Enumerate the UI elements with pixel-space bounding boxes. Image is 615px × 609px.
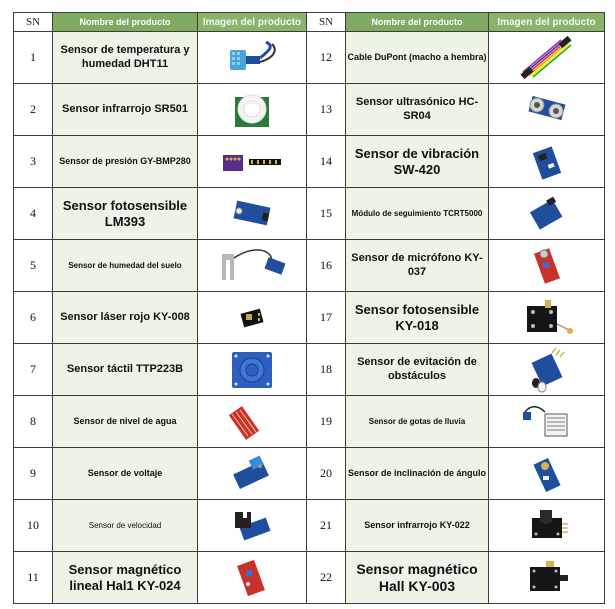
table-row <box>14 500 605 552</box>
product-name: Sensor de temperatura y humedad DHT11 <box>53 32 198 84</box>
table-row <box>14 396 605 448</box>
touch-sensor-icon <box>226 348 278 392</box>
product-name: Sensor de humedad del suelo <box>53 240 198 292</box>
sn-cell: 2 <box>14 84 53 136</box>
product-image-cell <box>198 552 307 604</box>
table-row <box>14 344 605 396</box>
header-name-right: Nombre del producto <box>346 13 489 32</box>
sn-cell: 9 <box>14 448 53 500</box>
sn-cell: 7 <box>14 344 53 396</box>
product-image-cell <box>198 448 307 500</box>
product-name: Módulo de seguimiento TCRT5000 <box>346 188 489 240</box>
sn-cell: 5 <box>14 240 53 292</box>
product-name: Sensor de presión GY-BMP280 <box>53 136 198 188</box>
product-name: Sensor magnético Hall KY-003 <box>346 552 489 604</box>
product-image-cell <box>198 396 307 448</box>
soil-probe-icon <box>212 246 292 286</box>
product-name: Sensor de evitación de obstáculos <box>346 344 489 396</box>
table-row <box>14 552 605 604</box>
product-name: Sensor de velocidad <box>53 500 198 552</box>
header-sn-left: SN <box>14 13 53 32</box>
sn-cell: 17 <box>307 292 346 344</box>
dht11-sensor-icon <box>222 38 282 78</box>
table-row <box>14 32 605 84</box>
product-image-cell <box>198 188 307 240</box>
product-image-cell <box>489 240 605 292</box>
product-image-cell <box>489 84 605 136</box>
dupont-cable-icon <box>517 36 577 80</box>
product-image-cell <box>198 500 307 552</box>
product-image-cell <box>198 292 307 344</box>
obstacle-avoid-icon <box>522 347 572 393</box>
hall-linear-module-icon <box>230 556 274 600</box>
product-image-cell <box>489 32 605 84</box>
vibration-module-icon <box>527 141 567 183</box>
header-row <box>14 13 605 32</box>
product-image-cell <box>489 396 605 448</box>
sn-cell: 18 <box>307 344 346 396</box>
sn-cell: 11 <box>14 552 53 604</box>
product-name: Sensor de gotas de lluvia <box>346 396 489 448</box>
sn-cell: 6 <box>14 292 53 344</box>
product-image-cell <box>198 84 307 136</box>
ir-receiver-icon <box>522 506 572 546</box>
product-name: Sensor infrarrojo SR501 <box>53 84 198 136</box>
product-name: Sensor de inclinación de ángulo <box>346 448 489 500</box>
pressure-sensor-icon <box>217 147 287 177</box>
product-image-cell <box>489 292 605 344</box>
product-name: Sensor táctil TTP223B <box>53 344 198 396</box>
sn-cell: 14 <box>307 136 346 188</box>
product-image-cell <box>489 344 605 396</box>
product-name: Sensor de voltaje <box>53 448 198 500</box>
product-image-cell <box>198 32 307 84</box>
product-name: Sensor fotosensible LM393 <box>53 188 198 240</box>
table-row <box>14 188 605 240</box>
table-row <box>14 448 605 500</box>
sn-cell: 8 <box>14 396 53 448</box>
product-name: Cable DuPont (macho a hembra) <box>346 32 489 84</box>
tracking-module-icon <box>525 194 569 234</box>
sn-cell: 12 <box>307 32 346 84</box>
table-row <box>14 136 605 188</box>
sn-cell: 19 <box>307 396 346 448</box>
product-name: Sensor ultrasónico HC-SR04 <box>346 84 489 136</box>
table-row <box>14 84 605 136</box>
sn-cell: 4 <box>14 188 53 240</box>
header-name-left: Nombre del producto <box>53 13 198 32</box>
sn-cell: 10 <box>14 500 53 552</box>
black-photoresistor-icon <box>517 296 577 340</box>
product-image-cell <box>489 552 605 604</box>
product-image-cell <box>198 136 307 188</box>
sn-cell: 22 <box>307 552 346 604</box>
header-image-left: Imagen del producto <box>198 13 307 32</box>
sn-cell: 1 <box>14 32 53 84</box>
product-image-cell <box>489 448 605 500</box>
photosensitive-module-icon <box>227 196 277 232</box>
header-sn-right: SN <box>307 13 346 32</box>
water-level-sensor-icon <box>222 402 282 442</box>
product-name: Sensor fotosensible KY-018 <box>346 292 489 344</box>
sn-cell: 16 <box>307 240 346 292</box>
sn-cell: 3 <box>14 136 53 188</box>
pir-sensor-icon <box>227 89 277 131</box>
hall-black-module-icon <box>520 557 574 599</box>
header-image-right: Imagen del producto <box>489 13 605 32</box>
product-name: Sensor láser rojo KY-008 <box>53 292 198 344</box>
sn-cell: 15 <box>307 188 346 240</box>
product-name: Sensor infrarrojo KY-022 <box>346 500 489 552</box>
product-image-cell <box>489 188 605 240</box>
product-name: Sensor de micrófono KY-037 <box>346 240 489 292</box>
tilt-sensor-icon <box>527 452 567 496</box>
product-image-cell <box>198 344 307 396</box>
speed-sensor-icon <box>227 506 277 546</box>
rain-drop-sensor-icon <box>517 402 577 442</box>
ultrasonic-sensor-icon <box>522 90 572 130</box>
product-image-cell <box>489 136 605 188</box>
product-image-cell <box>198 240 307 292</box>
voltage-sensor-icon <box>227 455 277 493</box>
product-name: Sensor de nivel de agua <box>53 396 198 448</box>
table-row <box>14 240 605 292</box>
product-name: Sensor magnético lineal Hal1 KY-024 <box>53 552 198 604</box>
microphone-module-icon <box>527 244 567 288</box>
sn-cell: 20 <box>307 448 346 500</box>
table-row <box>14 292 605 344</box>
sn-cell: 21 <box>307 500 346 552</box>
laser-module-icon <box>232 301 272 335</box>
product-name: Sensor de vibración SW-420 <box>346 136 489 188</box>
product-image-cell <box>489 500 605 552</box>
sn-cell: 13 <box>307 84 346 136</box>
product-table <box>13 12 605 604</box>
